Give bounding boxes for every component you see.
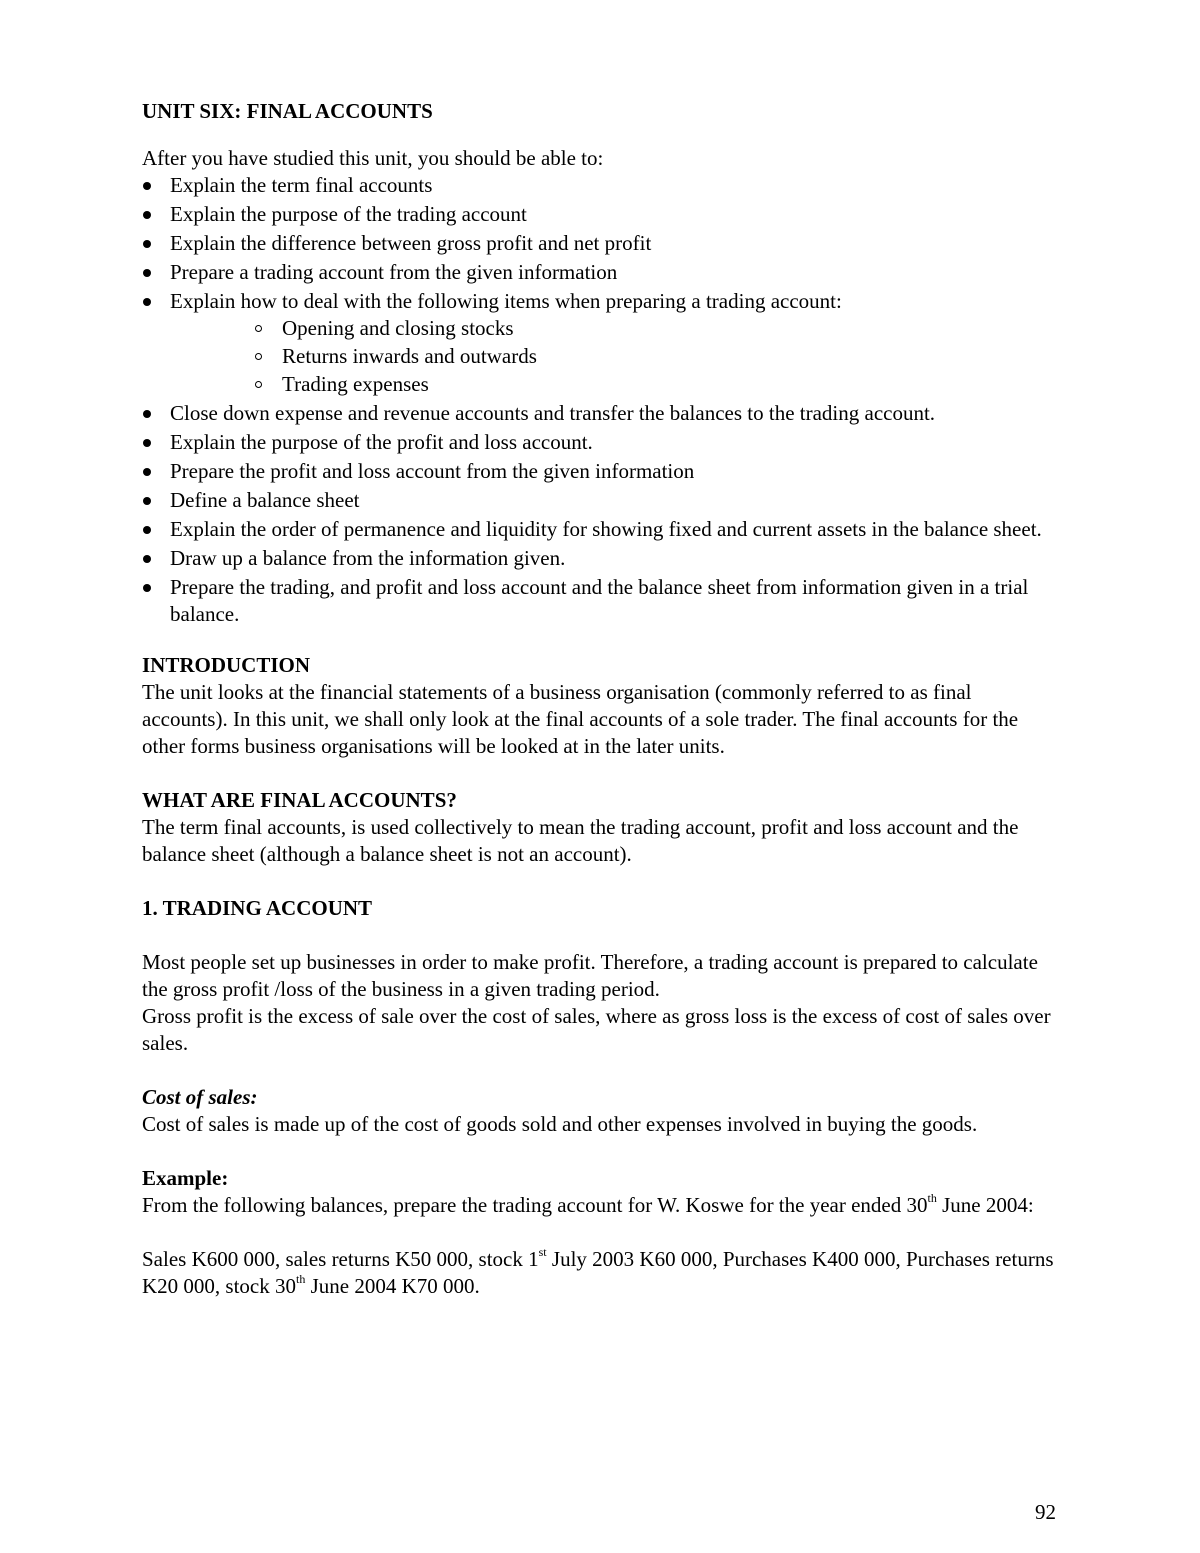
objective-item: Explain how to deal with the following items when preparing a trading account: Opening and closing stocks Returns inwards and outwards Trading expenses	[142, 288, 1062, 398]
objectives-intro: After you have studied this unit, you should be able to:	[142, 146, 604, 170]
bullet-icon	[143, 410, 151, 418]
trading-paragraph-1: Most people set up businesses in order to make profit. Therefore, a trading account is prepared to calculate the gross profit /loss of the business in a given trading period.	[142, 950, 1038, 1001]
example-instruction: From the following balances, prepare the trading account for W. Koswe for the year ended 30th June 2004:	[142, 1191, 1034, 1217]
bullet-icon	[143, 439, 151, 447]
objectives-list	[142, 172, 1062, 628]
trading-heading: 1. TRADING ACCOUNT	[142, 896, 373, 920]
page-number: 92	[1035, 1500, 1056, 1524]
objective-item: Prepare a trading account from the given information	[142, 259, 1062, 286]
cost-of-sales-heading: Cost of sales:	[142, 1085, 258, 1109]
circle-bullet-icon	[255, 381, 262, 388]
example-heading: Example:	[142, 1166, 229, 1190]
circle-bullet-icon	[255, 353, 262, 360]
unit-title: UNIT SIX: FINAL ACCOUNTS	[142, 99, 433, 123]
what-are-heading: WHAT ARE FINAL ACCOUNTS?	[142, 788, 457, 812]
bullet-icon	[143, 526, 151, 534]
bullet-icon	[143, 555, 151, 563]
trading-paragraph-2: Gross profit is the excess of sale over the cost of sales, where as gross loss is the excess of cost of sales over sales.	[142, 1004, 1051, 1055]
sub-objectives-list	[142, 315, 1062, 398]
bullet-icon	[143, 269, 151, 277]
bullet-icon	[143, 497, 151, 505]
bullet-icon	[143, 240, 151, 248]
objective-item: Draw up a balance from the information given.	[142, 545, 1062, 572]
what-are-text: The term final accounts, is used collectively to mean the trading account, profit and loss account and the balance sheet (although a balance sheet is not an account).	[142, 815, 1019, 866]
bullet-icon	[143, 182, 151, 190]
objective-item: Define a balance sheet	[142, 487, 1062, 514]
bullet-icon	[143, 211, 151, 219]
objective-item: Close down expense and revenue accounts and transfer the balances to the trading account.	[142, 400, 1062, 427]
objective-item: Prepare the profit and loss account from the given information	[142, 458, 1062, 485]
objective-item: Explain the purpose of the profit and loss account.	[142, 429, 1062, 456]
objective-item: Prepare the trading, and profit and loss account and the balance sheet from information given in a trial balance.	[142, 574, 1062, 628]
example-balances: Sales K600 000, sales returns K50 000, stock 1st July 2003 K60 000, Purchases K400 000, Purchases returns K20 000, stock 30th June 2004 K70 000.	[142, 1245, 1054, 1298]
introduction-heading: INTRODUCTION	[142, 653, 311, 677]
objective-item: Explain the difference between gross profit and net profit	[142, 230, 1062, 257]
bullet-icon	[143, 468, 151, 476]
text-column	[142, 98, 1062, 1300]
cost-of-sales-text: Cost of sales is made up of the cost of goods sold and other expenses involved in buying the goods.	[142, 1112, 978, 1136]
sub-objective-item: Returns inwards and outwards	[142, 343, 1062, 370]
bullet-icon	[143, 298, 151, 306]
objective-item: Explain the purpose of the trading account	[142, 201, 1062, 228]
sub-objective-item: Trading expenses	[142, 371, 1062, 398]
introduction-text: The unit looks at the financial statements of a business organisation (commonly referred to as final accounts). In this unit, we shall only look at the final accounts of a sole trader. The final accounts for the other forms business organisations will be looked at in the later units.	[142, 680, 1019, 758]
sub-objective-item: Opening and closing stocks	[142, 315, 1062, 342]
bullet-icon	[143, 584, 151, 592]
circle-bullet-icon	[255, 325, 262, 332]
objective-item: Explain the term final accounts	[142, 172, 1062, 199]
objective-item: Explain the order of permanence and liquidity for showing fixed and current assets in the balance sheet.	[142, 516, 1062, 543]
